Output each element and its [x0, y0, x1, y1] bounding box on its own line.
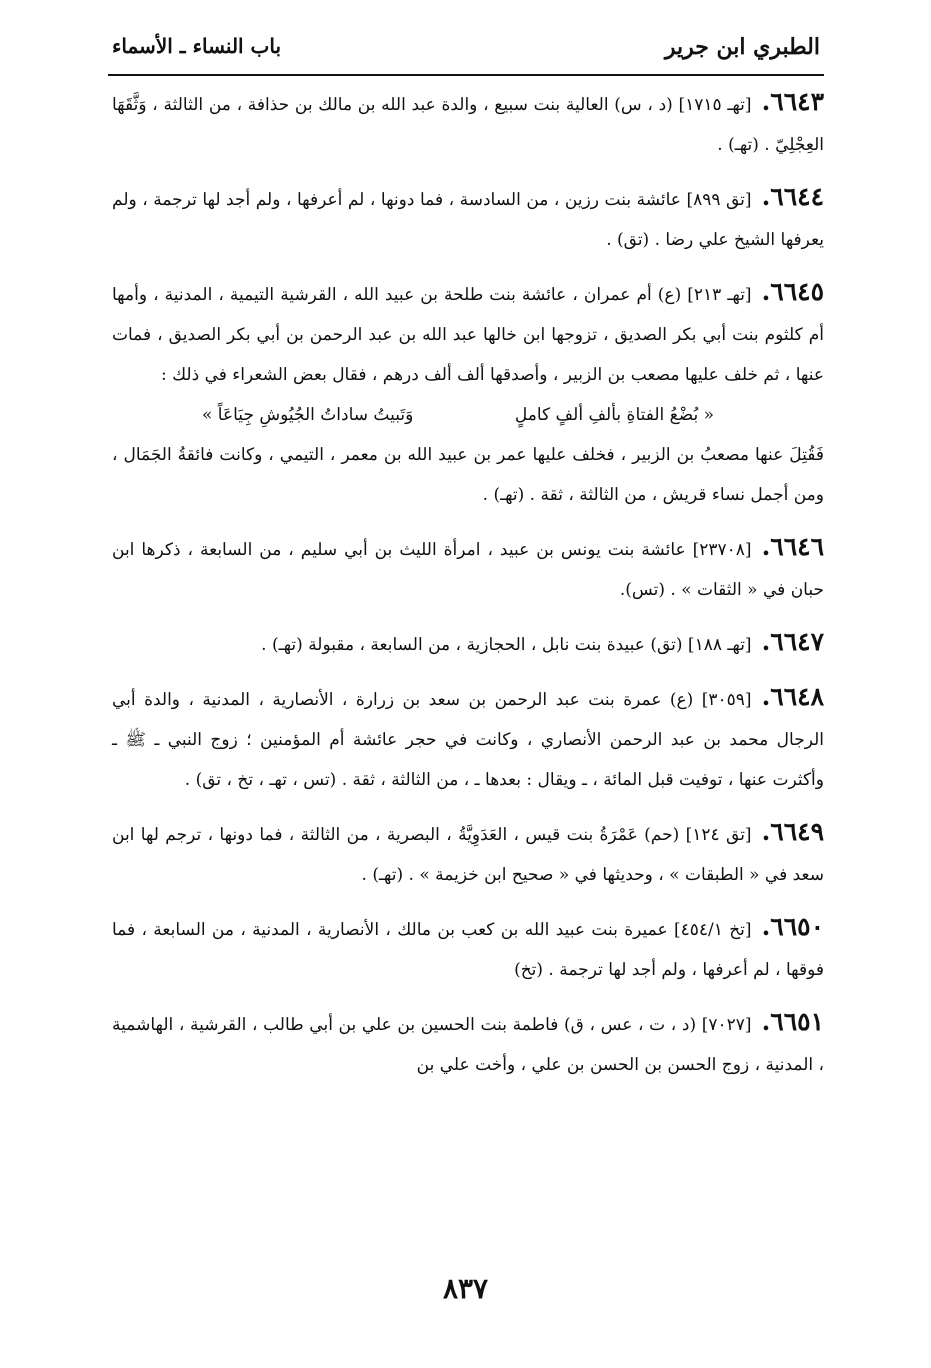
- verse-second-hemistich: وَتَبيتُ ساداتُ الجُيُوشِ جِيَاعَاً »: [202, 405, 414, 425]
- book-title: الطبري ابن جرير: [664, 34, 820, 60]
- entry-number: ٦٦٥٠.: [761, 912, 824, 941]
- entry-number: ٦٦٤٩.: [761, 817, 824, 846]
- entry-text: [تهـ ١٨٨] (تق) عبيدة بنت نابل ، الحجازية ، من السابعة ، مقبولة (تهـ) .: [261, 635, 752, 655]
- entry-number: ٦٦٤٨.: [761, 682, 824, 711]
- chapter-title: باب النساء ـ الأسماء: [112, 34, 282, 58]
- entry-number: ٦٦٤٤.: [761, 182, 824, 211]
- entry-text: [٢٣٧٠٨] عائشة بنت يونس بن عبيد ، امرأة الليث بن أبي سليم ، من السابعة ، ذكرها ابن حبان في « الثقات » . (تس).: [112, 540, 824, 600]
- entry-text: [٣٠٥٩] (ع) عمرة بنت عبد الرحمن بن سعد بن زرارة ، الأنصارية ، المدنية ، والدة أبي الرجال محمد بن عبد الرحمن الأنصاري ، وكانت في حجر عائشة أم المؤمنين ؛ زوج النبي ـ ﷺ ـ وأكثرت عنها ، توفيت قبل المائة ، ـ ويقال : بعدها ـ ، من الثالثة ، ثقة . (تس ، تهـ ، تخ ، تق) .: [112, 690, 824, 790]
- verse-first-hemistich: « بُضْعُ الفتاةِ بألفِ ألفٍ كاملٍ: [514, 405, 714, 425]
- entry-number: ٦٦٤٧.: [761, 627, 824, 656]
- entry-number: ٦٦٤٦.: [761, 532, 824, 561]
- entry-text-continued: فَقُتِلَ عنها مصعبُ بن الزبير ، فخلف عليها عمر بن عبيد الله بن معمر ، التيمي ، وكانت فائقةُ الجَمَال ، ومن أجمل نساء قريش ، من الثالثة ، ثقة . (تهـ) .: [112, 445, 824, 505]
- entry-6647: [112, 622, 824, 665]
- entry-6644: [112, 177, 824, 260]
- entry-6648: [112, 677, 824, 800]
- entry-6651: [112, 1002, 824, 1085]
- entry-number: ٦٦٥١.: [761, 1007, 824, 1036]
- entry-text: [تق ٨٩٩] عائشة بنت رزين ، من السادسة ، فما دونها ، لم أعرفها ، ولم أجد لها ترجمة ، ولم يعرفها الشيخ علي رضا . (تق) .: [112, 190, 824, 250]
- entry-text: [تق ١٢٤] (حم) عَمْرَةُ بنت قيس ، العَدَوِيَّةُ ، البصرية ، من الثالثة ، فما دونها ، ترجم لها ابن سعد في « الطبقات » ، وحديثها في « صحيح ابن خزيمة » . (تهـ) .: [112, 825, 824, 885]
- entry-6643: [112, 82, 824, 165]
- page-body: [112, 82, 824, 1097]
- page-number: ٨٣٧: [442, 1272, 489, 1305]
- entry-6645: [112, 272, 824, 515]
- entry-number: ٦٦٤٥.: [761, 277, 824, 306]
- entry-text: [٧٠٢٧] (د ، ت ، عس ، ق) فاطمة بنت الحسين بن علي بن أبي طالب ، القرشية ، الهاشمية ، المدنية ، زوج الحسن بن الحسن بن علي ، وأخت علي بن: [112, 1015, 824, 1075]
- poetry-verse: [112, 395, 824, 435]
- entry-number: ٦٦٤٣.: [761, 87, 824, 116]
- entry-6646: [112, 527, 824, 610]
- entry-6649: [112, 812, 824, 895]
- entry-6650: [112, 907, 824, 990]
- running-header: [108, 28, 824, 76]
- entry-text: [تهـ ١٧١٥] (د ، س) العالية بنت سبيع ، والدة عبد الله بن مالك بن حذافة ، من الثالثة ، وَثَّقَهَا العِجْلِيّ . (تهـ) .: [112, 95, 824, 155]
- entry-text: [تخ ٤٥٤/١] عميرة بنت عبيد الله بن كعب بن مالك ، الأنصارية ، المدنية ، من السابعة ، فما فوقها ، لم أعرفها ، ولم أجد لها ترجمة . (تخ): [112, 920, 824, 980]
- entry-text: [تهـ ٢١٣] (ع) أم عمران ، عائشة بنت طلحة بن عبيد الله ، القرشية التيمية ، المدنية ، وأمها أم كلثوم بنت أبي بكر الصديق ، تزوجها ابن خالها عبد الله بن عبد الرحمن بن أبي بكر الصديق ، فمات عنها ، ثم خلف عليها مصعب بن الزبير ، وأصدقها ألف ألف درهم ، فقال بعض الشعراء في ذلك :: [112, 285, 824, 385]
